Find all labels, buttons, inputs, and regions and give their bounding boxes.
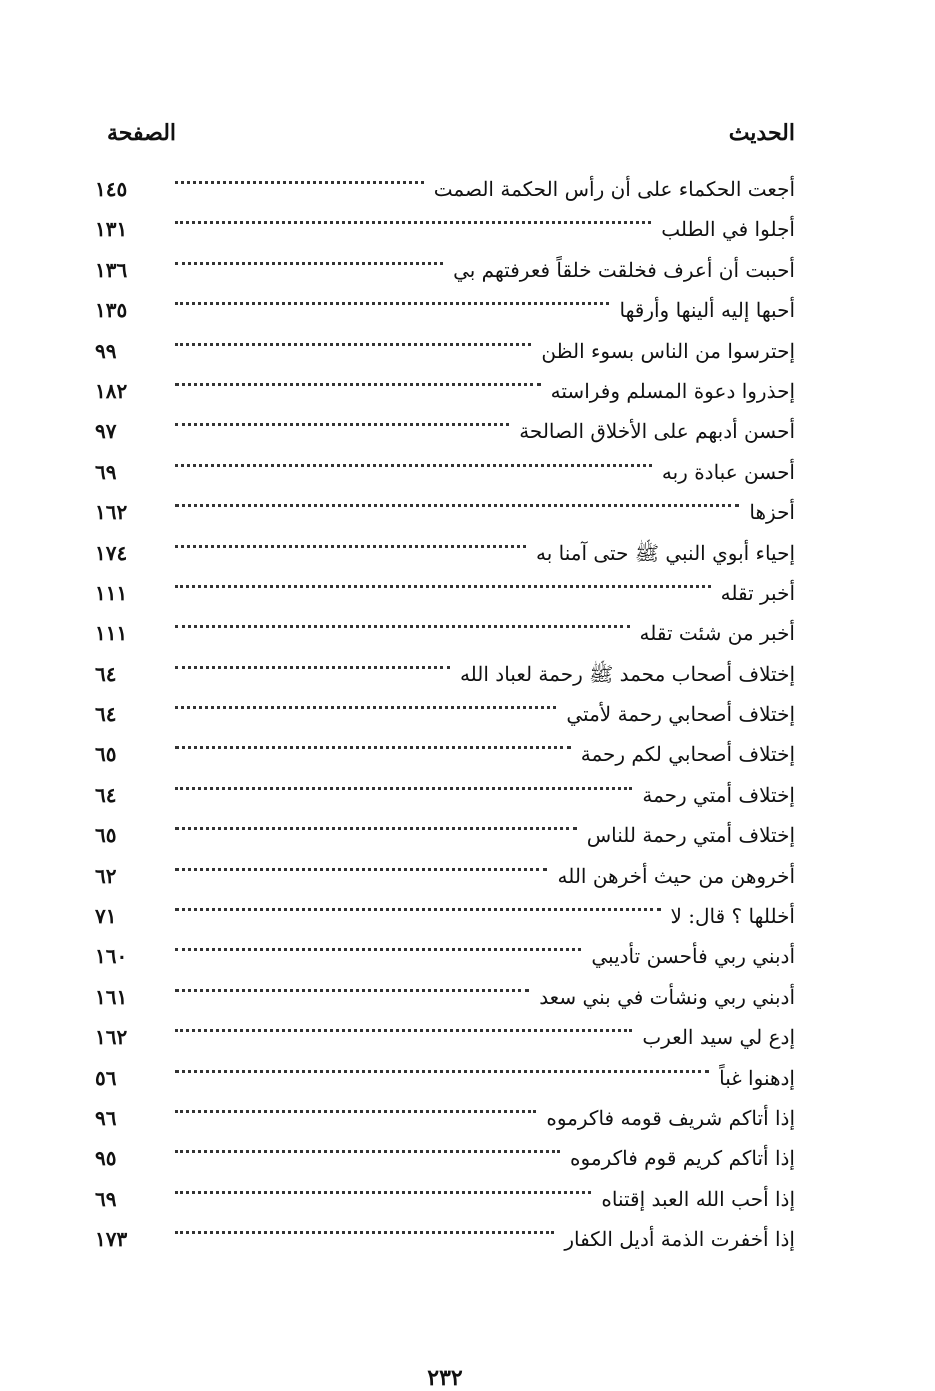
page-number: ١٤٥ (95, 177, 128, 201)
dot-leader (175, 721, 571, 761)
page-number: ٧١ (95, 904, 117, 929)
page-number: ٩٧ (95, 419, 117, 444)
dot-leader (175, 964, 529, 1004)
dot-leader (175, 1125, 560, 1165)
hadith-title: أحسن أدبهم على الأخلاق الصالحة (519, 419, 795, 444)
page-number: ١٦٢ (95, 500, 128, 525)
dot-leader (175, 1206, 554, 1246)
index-row (95, 1085, 795, 1130)
hadith-title: إحياء أبوي النبي ﷺ حتى آمنا به (535, 540, 795, 565)
dot-leader (175, 843, 547, 883)
hadith-title: إدهنوا غباً (719, 1065, 795, 1090)
hadith-title: إختلاف أمتي رحمة (642, 782, 795, 807)
page-number: ١٧٤ (95, 540, 128, 565)
dot-leader (175, 277, 609, 317)
dot-leader (175, 1045, 709, 1085)
dot-leader (175, 358, 541, 398)
dot-leader (175, 439, 652, 479)
hadith-title: إختلاف أصحابي لكم رحمة (580, 742, 795, 767)
hadith-title: أحببت أن أعرف فخلقت خلقاً فعرفتهم بي (453, 257, 795, 282)
hadith-title: أجلوا في الطلب (661, 217, 795, 242)
hadith-title: إذا أحب الله العبد إقتناه (601, 1186, 795, 1211)
hadith-title: إحذروا دعوة المسلم وفراسته (550, 378, 795, 403)
dot-leader (175, 560, 711, 600)
dot-leader (175, 318, 531, 358)
hadith-title: أدبني ربي ونشأت في بني سعد (539, 984, 795, 1009)
hadith-title: أحسن عبادة ربه (661, 459, 795, 484)
page-number: ١٦٢ (95, 1025, 128, 1050)
page-number: ١٨٢ (95, 378, 128, 403)
dot-leader (175, 600, 630, 640)
hadith-title: إختلاف أصحابي رحمة لأمتي (566, 702, 795, 727)
dot-leader (175, 479, 739, 519)
page-number: ٦٥ (95, 742, 117, 767)
index-row (95, 1045, 795, 1090)
page-number: ١٧٣ (95, 1227, 128, 1252)
index-page (95, 110, 795, 1391)
page-number: ١٣١ (95, 217, 128, 242)
dot-leader (175, 923, 581, 963)
hadith-title: إذا أتاكم شريف قومه فاكرموه (546, 1105, 795, 1130)
page-number: ٥٦ (95, 1065, 117, 1090)
index-row (95, 520, 795, 565)
page-number: ٦٤ (95, 661, 117, 686)
page-number: ١٦١ (95, 984, 128, 1009)
hadith-title: إحترسوا من الناس بسوء الظن (541, 338, 795, 363)
hadith-title: أدبني ربي فأحسن تأديبي (591, 944, 795, 969)
hadith-title: أخبر تقله (720, 580, 795, 605)
dot-leader (175, 398, 509, 438)
page-number: ١٦٠ (95, 944, 128, 969)
dot-leader (175, 1004, 632, 1044)
page-number: ٦٤ (95, 702, 117, 727)
dot-leader (175, 196, 651, 236)
page-number: ٦٤ (95, 782, 117, 807)
index-list (95, 156, 795, 1252)
hadith-title: أخروهن من حيث أخرهن الله (557, 863, 795, 888)
hadith-title: إذا أخفرت الذمة أديل الكفار (564, 1227, 795, 1252)
dot-leader (175, 883, 661, 923)
dot-leader (175, 237, 443, 277)
index-row (95, 560, 795, 605)
page-footer-number: ٢٣٢ (427, 1365, 463, 1391)
dot-leader (175, 520, 526, 560)
page-number: ٩٦ (95, 1105, 117, 1130)
dot-leader (175, 1166, 591, 1206)
index-row (95, 600, 795, 646)
dot-leader (175, 1085, 536, 1125)
dot-leader (175, 156, 424, 196)
hadith-title: أحبها إليه ألينها وأرقها (619, 298, 795, 323)
index-row (95, 156, 795, 201)
hadith-title: أجعت الحكماء على أن رأس الحكمة الصمت (433, 177, 795, 201)
page-number: ١٣٦ (95, 257, 128, 282)
hadith-title: إذا أتاكم كريم قوم فاكرموه (570, 1146, 795, 1171)
page-number: ٦٢ (95, 863, 117, 888)
hadith-title: إختلاف أمتي رحمة للناس (586, 823, 795, 848)
index-row (95, 479, 795, 525)
dot-leader (175, 802, 577, 842)
page-number: ١١١ (95, 580, 128, 605)
dot-leader (175, 762, 632, 802)
hadith-title: إدع لي سيد العرب (642, 1025, 795, 1050)
page-number: ٦٩ (95, 459, 117, 484)
page-number: ١١١ (95, 621, 128, 646)
page-number: ١٣٥ (95, 298, 128, 323)
page-column-heading: الصفحة (107, 120, 177, 146)
hadith-title: أخللها ؟ قال: لا (670, 904, 795, 929)
dot-leader (175, 681, 556, 721)
index-header (95, 110, 795, 146)
page-number: ٩٥ (95, 1146, 117, 1171)
hadith-column-heading: الحديث (728, 120, 795, 146)
page-number: ٩٩ (95, 338, 117, 363)
dot-leader (175, 641, 450, 681)
hadith-title: إختلاف أصحاب محمد ﷺ رحمة لعباد الله (459, 661, 795, 686)
hadith-title: أحزها (749, 500, 795, 525)
page-number: ٦٩ (95, 1186, 117, 1211)
hadith-title: أخبر من شئت تقله (639, 621, 795, 646)
page-number: ٦٥ (95, 823, 117, 848)
